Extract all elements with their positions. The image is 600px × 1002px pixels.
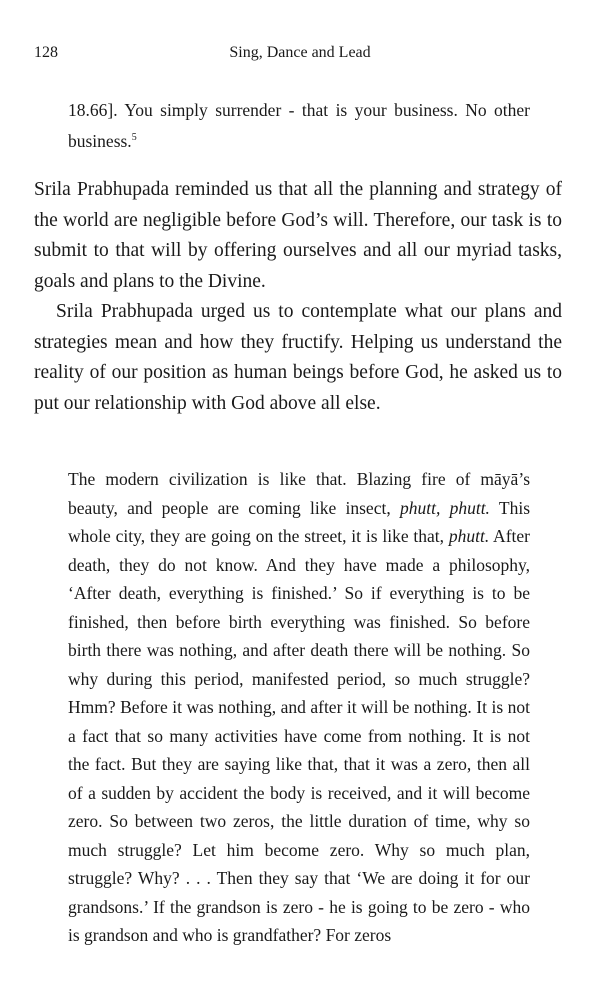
block-quote-italic-1: phutt, phutt. bbox=[399, 497, 490, 518]
quote-continuation-text: 18.66]. You simply surrender - that is your business. No other business. bbox=[68, 100, 530, 151]
body-text bbox=[34, 175, 562, 419]
block-quote-italic-2: phutt. bbox=[448, 526, 490, 546]
block-quote-text-1: The modern civilization is like that. Blazing fire of māyā’s beauty, and people are coming like insect, bbox=[68, 469, 530, 518]
body-paragraph-1: Srila Prabhupada reminded us that all the planning and strategy of the world are negligible before God’s will. Therefore, our task is to submit to that will by offering ourselves and all our myriad tasks, goals and plans to the Divine. bbox=[34, 179, 562, 292]
block-quote-text-3: After death, they do not know. And they have made a philosophy, ‘After death, everything is finished.’ So if everything is to be finished, then before birth everything was finished. So before birth there was nothing, and after death there will be nothing. So why during this period, manifested period, so much struggle? Hmm? Before it was nothing, and after it will be nothing. It is not a fact that so many activities have come from nothing. It is not the fact. But they are saying like that, that it was a zero, then all of a sudden by accident the body is received, and it will become zero. So between two zeros, the little duration of time, why so much struggle? Let him become zero. Why so much plan, struggle? Why? . . . Then they say that ‘We are doing it for our grandsons.’ If the grandson is zero - he is going to be zero - who is grandson and who is grandfather? For zeros bbox=[68, 526, 530, 945]
page-header bbox=[0, 44, 600, 68]
block-quote bbox=[68, 465, 530, 950]
page-number: 128 bbox=[34, 44, 58, 61]
block-quote-text-2: This whole city, they are going on the street, it is like that, bbox=[68, 497, 531, 546]
running-title: Sing, Dance and Lead bbox=[229, 44, 371, 61]
quote-continuation bbox=[68, 95, 530, 157]
body-paragraph-2: Srila Prabhupada urged us to contemplate what our plans and strategies mean and how they fructify. Helping us understand the reality of our position as human beings before God, he asked us to put our relationship with God above all else. bbox=[34, 301, 562, 414]
footnote-marker: 5 bbox=[131, 132, 137, 144]
